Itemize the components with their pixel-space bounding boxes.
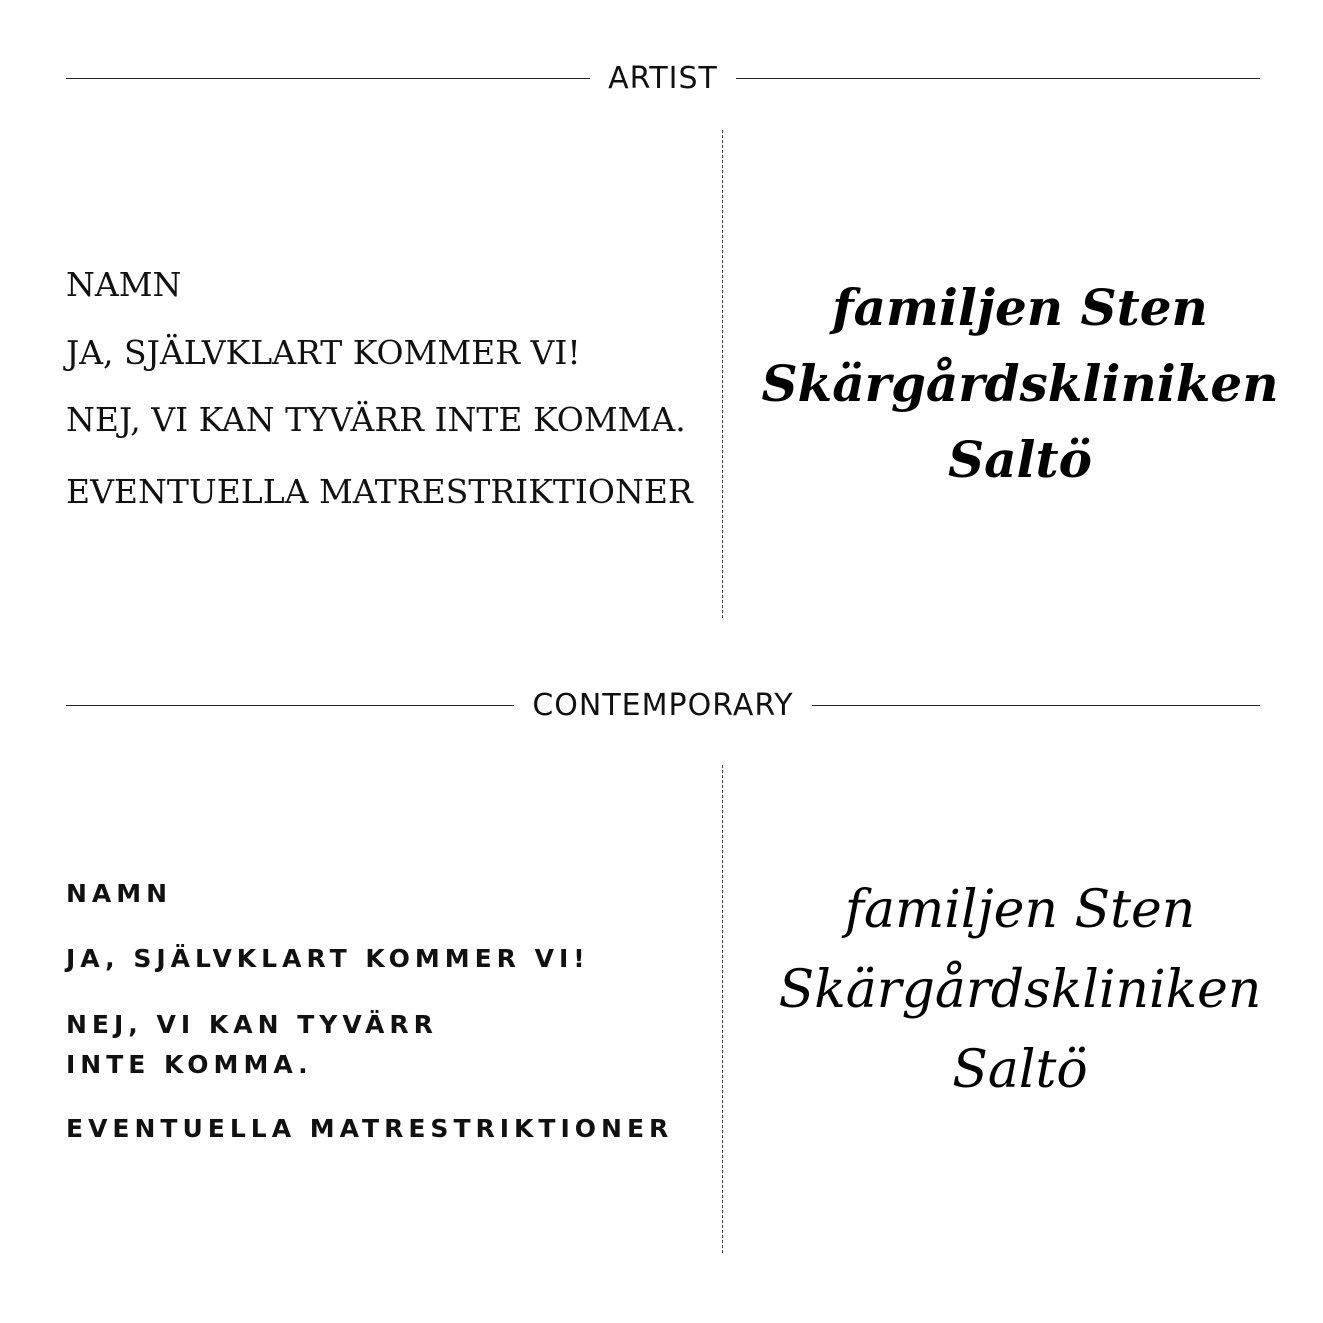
contemporary-no-option-line2: INTE KOMMA. — [66, 1050, 313, 1079]
header-rule-right — [812, 705, 1260, 706]
header-rule-right — [736, 78, 1260, 79]
contemporary-name-card — [760, 870, 1280, 1110]
artist-card-clinic: Skärgårdskliniken — [761, 354, 1279, 413]
contemporary-no-option-line1: NEJ, VI KAN TYVÄRR — [66, 1010, 438, 1039]
contemporary-name-label: NAMN — [66, 879, 173, 908]
artist-diet-label: EVENTUELLA MATRESTRIKTIONER — [66, 472, 693, 511]
contemporary-card-place: Saltö — [952, 1040, 1088, 1100]
contemporary-section-header — [66, 685, 1260, 725]
artist-yes-option: JA, SJÄLVKLART KOMMER VI! — [66, 333, 581, 372]
artist-section-header — [66, 58, 1260, 98]
contemporary-card-family: familjen Sten — [844, 880, 1196, 940]
artist-card-family: familjen Sten — [832, 278, 1208, 337]
contemporary-section-title: CONTEMPORARY — [532, 687, 794, 723]
artist-section-title: ARTIST — [608, 60, 718, 96]
artist-no-option: NEJ, VI KAN TYVÄRR INTE KOMMA. — [66, 400, 686, 439]
header-rule-left — [66, 705, 514, 706]
artist-name-label: NAMN — [66, 265, 182, 304]
artist-card-place: Saltö — [948, 430, 1092, 489]
artist-dashed-divider — [722, 130, 723, 618]
contemporary-card-clinic: Skärgårdskliniken — [778, 960, 1262, 1020]
contemporary-diet-label: EVENTUELLA MATRESTRIKTIONER — [66, 1114, 674, 1143]
header-rule-left — [66, 78, 590, 79]
contemporary-dashed-divider — [722, 765, 723, 1253]
artist-name-card — [760, 270, 1280, 498]
contemporary-yes-option: JA, SJÄLVKLART KOMMER VI! — [66, 944, 590, 973]
